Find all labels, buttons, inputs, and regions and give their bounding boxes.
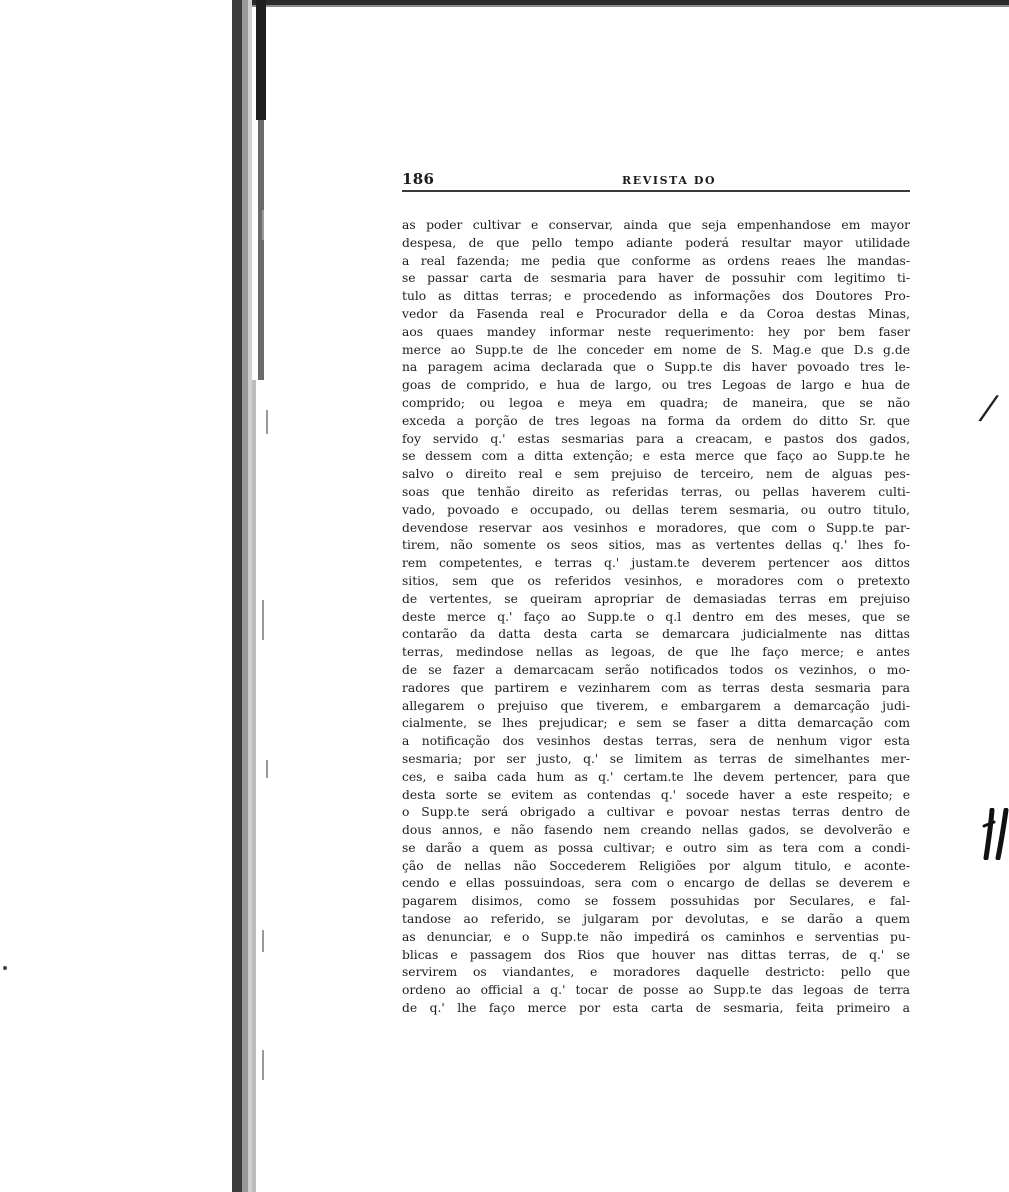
text-line: despesa, de que pello tempo adiante poderá resultar mayor utilidade [402,235,910,250]
running-head [402,166,914,188]
header-rule [402,190,910,192]
text-line: blicas e passagem dos Rios que houver nas dittas terras, de q.' se [402,947,910,962]
text-line: radores que partirem e vezinharem com as terras desta sesmaria para [402,680,910,695]
page [402,166,914,1018]
text-line: dous annos, e não fasendo nem creando nellas gados, se devolverão e [402,823,910,838]
text-line: cendo e ellas possuindoas, sera com o encargo de dellas se deverem e [402,876,910,891]
page-number: 186 [402,170,435,188]
text-line: cialmente, se lhes prejudicar; e sem se faser a ditta demarcação com [402,716,910,731]
text-line: pagarem disimos, como se fossem possuhidas por Seculares, e fal- [402,894,910,909]
text-line: tirem, não somente os seos sitios, mas as vertentes dellas q.' lhes fo- [402,538,910,553]
text-line: exceda a porção de tres legoas na forma da ordem do ditto Sr. que [402,413,910,428]
text-line: se passar carta de sesmaria para haver de possuhir com legitimo ti- [402,271,910,286]
text-line: vedor da Fasenda real e Procurador della e da Coroa destas Minas, [402,306,910,321]
text-line: devendose reservar aos vesinhos e moradores, que com o Supp.te par- [402,520,910,535]
text-line: se dessem com a ditta extenção; e esta merce que faço ao Supp.te he [402,449,910,464]
text-line: de vertentes, se queiram apropriar de demasiadas terras em prejuiso [402,591,910,606]
text-line: comprido; ou legoa e meya em quadra; de maneira, que se não [402,395,910,410]
text-line: terras, medindose nellas as legoas, de que lhe faço merce; e antes [402,645,910,660]
text-line: soas que tenhão direito as referidas terras, ou pellas haverem culti- [402,484,910,499]
text-line: de se fazer a demarcacam serão notificados todos os vezinhos, o mo- [402,662,910,677]
text-line: goas de comprido, e hua de largo, ou tres Legoas de largo e hua de [402,378,910,393]
text-line: o Supp.te será obrigado a cultivar e povoar nestas terras dentro de [402,805,910,820]
running-title: REVISTA DO [622,174,717,187]
text-line: merce ao Supp.te de lhe conceder em nome de S. Mag.e que D.s g.de [402,342,910,357]
text-line: contarão da datta desta carta se demarcara judicialmente nas dittas [402,627,910,642]
text-line: se darão a quem as possa cultivar; e outro sim as tera com a condi- [402,840,910,855]
margin-slash-mark: / [980,387,998,429]
text-line: aos quaes mandey informar neste requerimento: hey por bem faser [402,324,910,339]
text-line: desta sorte se evitem as contendas q.' socede haver a este respeito; e [402,787,910,802]
text-line: ordeno ao official a q.' tocar de posse ao Supp.te das legoas de terra [402,983,910,998]
text-line: ção de nellas não Soccederem Religiões por algum titulo, e aconte- [402,858,910,873]
text-line: servirem os viandantes, e moradores daquelle destricto: pello que [402,965,910,980]
body-text [402,217,914,1018]
text-line: tulo as dittas terras; e procedendo as informações dos Doutores Pro- [402,289,910,304]
text-line: ces, e saiba cada hum as q.' certam.te lhe devem pertencer, para que [402,769,910,784]
margin-double-stroke-mark [982,808,1009,860]
text-line: vado, povoado e occupado, ou dellas terem sesmaria, ou outro titulo, [402,502,910,517]
text-line: de q.' lhe faço merce por esta carta de sesmaria, feita primeiro a [402,1001,910,1016]
text-line: a notificação dos vesinhos destas terras, sera de nenhum vigor esta [402,734,910,749]
text-line: foy servido q.' estas sesmarias para a creacam, e pastos dos gados, [402,431,910,446]
text-line: rem competentes, e terras q.' justam.te deverem pertencer aos dittos [402,556,910,571]
text-line: tandose ao referido, se julgaram por devolutas, e se darão a quem [402,912,910,927]
text-line: sitios, sem que os referidos vesinhos, e moradores com o pretexto [402,573,910,588]
text-line: na paragem acima declarada que o Supp.te dis haver povoado tres le- [402,360,910,375]
text-line: as denunciar, e o Supp.te não impedirá os caminhos e serventias pu- [402,929,910,944]
text-line: as poder cultivar e conservar, ainda que seja empenhandose em mayor [402,218,910,232]
text-line: salvo o direito real e sem prejuiso de terceiro, nem de alguas pes- [402,467,910,482]
text-line: sesmaria; por ser justo, q.' se limitem as terras de simelhantes mer- [402,751,910,766]
text-line: allegarem o prejuiso que tiverem, e embargarem a demarcação judi- [402,698,910,713]
text-line: a real fazenda; me pedia que conforme as ordens reaes lhe mandas- [402,253,910,268]
text-line: deste merce q.' faço ao Supp.te o q.l dentro em des meses, que se [402,609,910,624]
